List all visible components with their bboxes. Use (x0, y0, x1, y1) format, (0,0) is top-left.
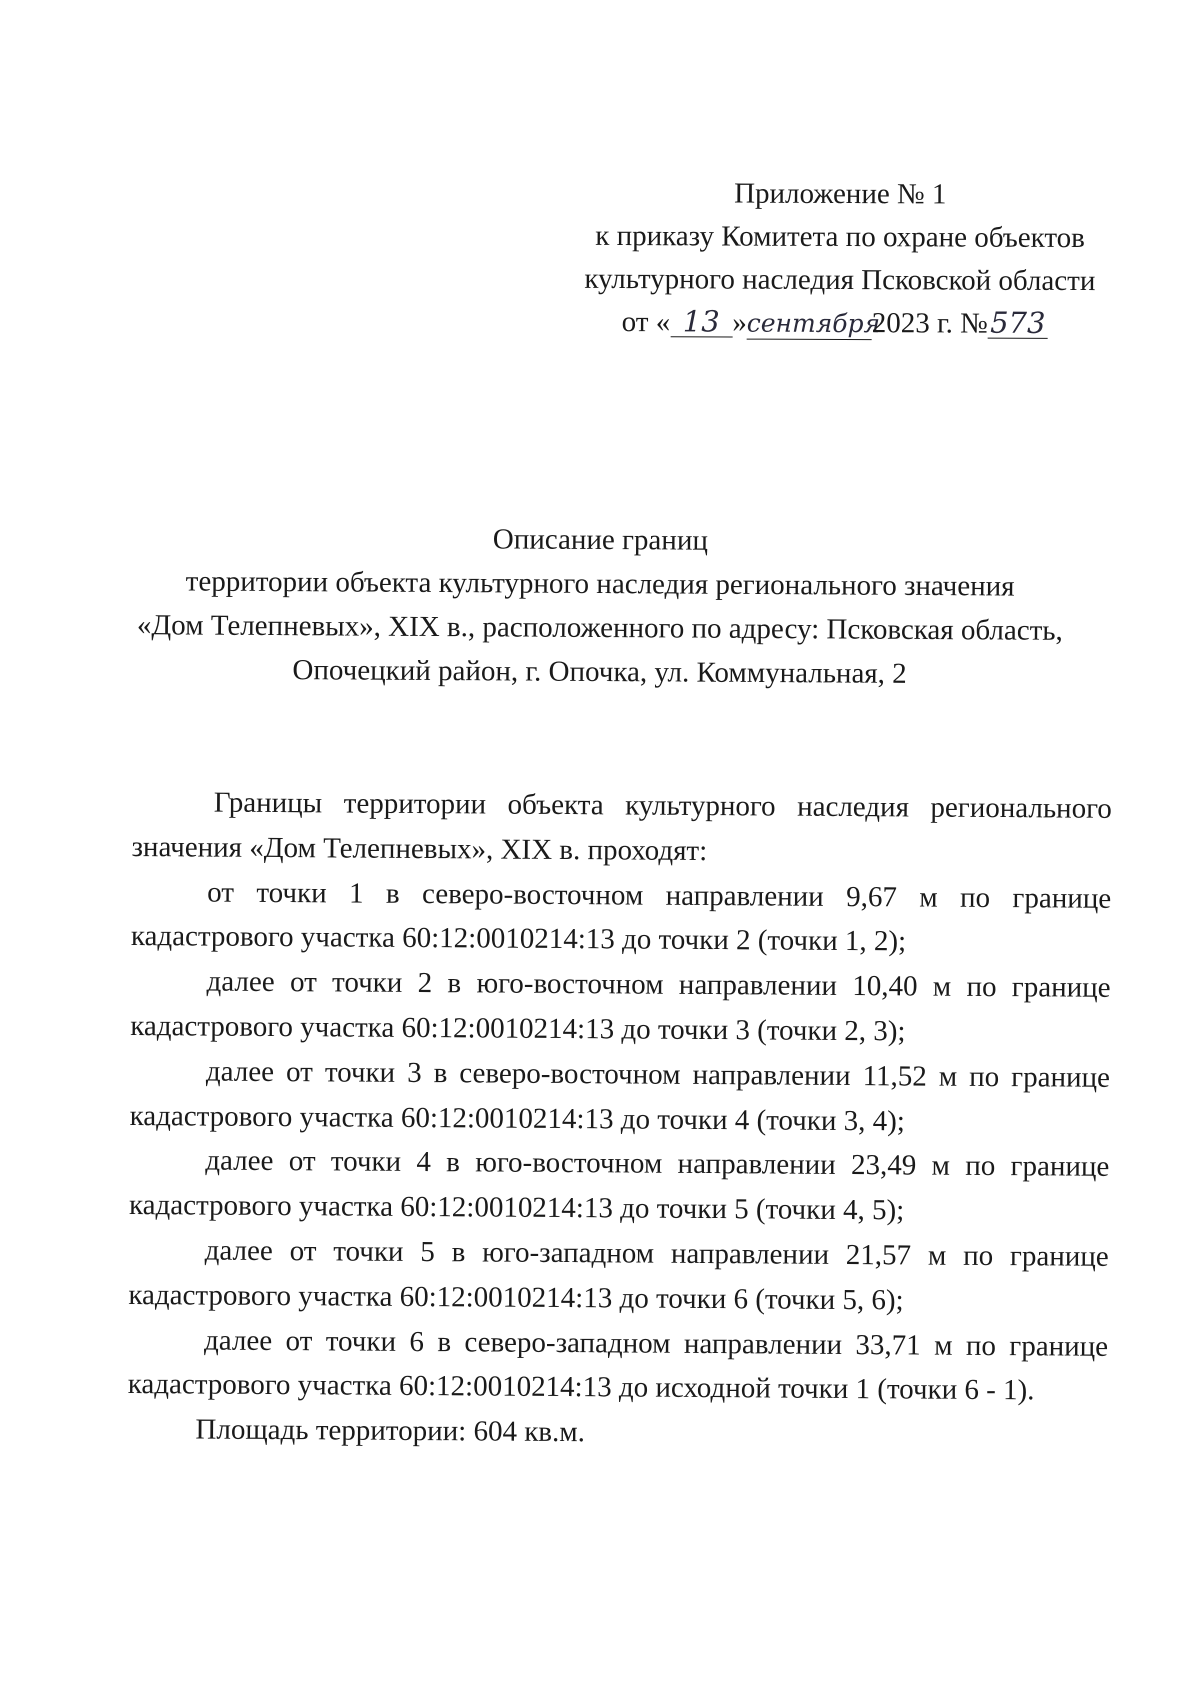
boundary-segment: далее от точки 6 в северо-западном направлении 33,71 м по границе кадастрового участка 60:12:0010214:13 до исходной точки 1 (точки 6 - 1). (127, 1324, 1109, 1407)
appendix-header (560, 172, 1121, 346)
boundary-segment: далее от точки 5 в юго-западном направлении 21,57 м по границе кадастрового участка 60:12:0010214:13 до точки 6 (точки 5, 6); (128, 1234, 1109, 1317)
appendix-committee-line: культурного наследия Псковской области (584, 262, 1096, 298)
area-statement: Площадь территории: 604 кв.м. (195, 1413, 586, 1449)
appendix-title: Приложение № 1 (734, 177, 947, 211)
document-title (119, 515, 1080, 697)
document-body (127, 780, 1112, 1459)
title-line-4: Опочецкий район, г. Опочка, ул. Коммунальная, 2 (292, 654, 907, 690)
boundary-segment: далее от точки 3 в северо-восточном направлении 11,52 м по границе кадастрового участка 60:12:0010214:13 до точки 4 (точки 3, 4); (129, 1055, 1111, 1137)
title-line-1: Описание границ (492, 523, 709, 557)
order-ref-year: 2023 г. № (871, 307, 988, 340)
handwritten-month: сентября (746, 308, 881, 339)
boundary-segment: далее от точки 4 в юго-восточном направлении 23,49 м по границе кадастрового участка 60:12:0010214:13 до точки 5 (точки 4, 5); (128, 1144, 1110, 1227)
handwritten-day: 13 (670, 306, 732, 337)
intro-paragraph: Границы территории объекта культурного наследия регионального значения «Дом Телепневых», XIX в. проходят: (131, 786, 1112, 867)
boundary-segment: далее от точки 2 в юго-восточном направлении 10,40 м по границе кадастрового участка 60:12:0010214:13 до точки 3 (точки 2, 3); (130, 965, 1111, 1048)
title-line-2: территории объекта культурного наследия регионального значения (185, 565, 1015, 603)
order-ref-prefix: от « (621, 306, 671, 339)
order-reference (560, 301, 1120, 346)
title-line-3: «Дом Телепневых», XIX в., расположенного по адресу: Псковская область, (136, 609, 1063, 647)
appendix-order-line: к приказу Комитета по охране объектов (595, 219, 1085, 255)
order-ref-quote: » (732, 306, 747, 339)
boundary-segment: от точки 1 в северо-восточном направлении 9,67 м по границе кадастрового участка 60:12:0010214:13 до точки 2 (точки 1, 2); (130, 876, 1112, 958)
handwritten-order-number: 573 (988, 308, 1048, 339)
